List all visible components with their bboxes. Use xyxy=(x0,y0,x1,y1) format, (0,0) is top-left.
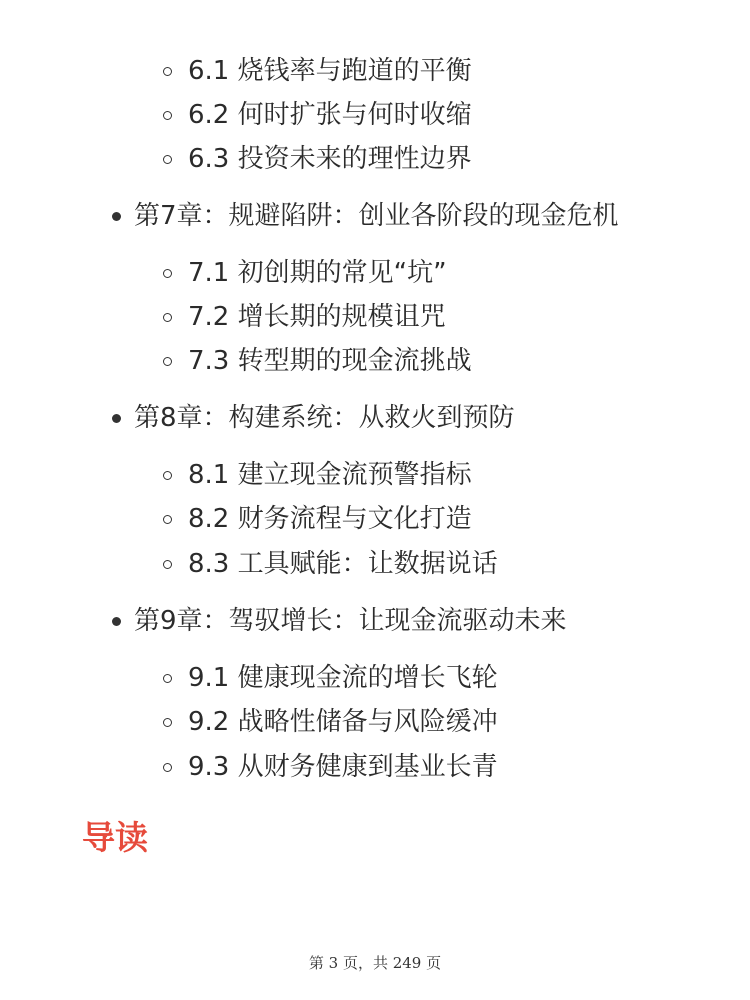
hollow-bullet-icon xyxy=(163,718,172,727)
page-footer: 第 3 页，共 249 页 xyxy=(308,954,442,972)
hollow-bullet-icon xyxy=(163,560,172,569)
toc-section-8-2: 8.2 财务流程与文化打造 xyxy=(188,504,472,534)
toc-section-7-2: 7.2 增长期的规模诅咒 xyxy=(188,302,446,332)
filled-bullet-icon xyxy=(112,617,121,626)
toc-section-7-1: 7.1 初创期的常见“坑” xyxy=(188,258,447,288)
filled-bullet-icon xyxy=(112,414,121,423)
hollow-bullet-icon xyxy=(163,67,172,76)
hollow-bullet-icon xyxy=(163,313,172,322)
toc-section-9-2: 9.2 战略性储备与风险缓冲 xyxy=(188,707,498,737)
toc-section-6-1: 6.1 烧钱率与跑道的平衡 xyxy=(188,56,472,86)
toc-section-6-2: 6.2 何时扩张与何时收缩 xyxy=(188,100,472,130)
toc-section-9-3: 9.3 从财务健康到基业长青 xyxy=(188,752,498,782)
hollow-bullet-icon xyxy=(163,515,172,524)
hollow-bullet-icon xyxy=(163,674,172,683)
hollow-bullet-icon xyxy=(163,269,172,278)
toc-section-8-1: 8.1 建立现金流预警指标 xyxy=(188,460,472,490)
hollow-bullet-icon xyxy=(163,471,172,480)
toc-section-8-3: 8.3 工具赋能：让数据说话 xyxy=(188,549,498,579)
toc-section-9-1: 9.1 健康现金流的增长飞轮 xyxy=(188,663,498,693)
hollow-bullet-icon xyxy=(163,111,172,120)
hollow-bullet-icon xyxy=(163,155,172,164)
hollow-bullet-icon xyxy=(163,357,172,366)
toc-chapter-9: 第9章：驾驭增长：让现金流驱动未来 xyxy=(134,606,567,636)
toc-section-6-3: 6.3 投资未来的理性边界 xyxy=(188,144,472,174)
filled-bullet-icon xyxy=(112,212,121,221)
section-heading: 导读 xyxy=(82,818,148,857)
hollow-bullet-icon xyxy=(163,763,172,772)
toc-section-7-3: 7.3 转型期的现金流挑战 xyxy=(188,346,472,376)
toc-chapter-7: 第7章：规避陷阱：创业各阶段的现金危机 xyxy=(134,201,619,231)
toc-chapter-8: 第8章：构建系统：从救火到预防 xyxy=(134,403,515,433)
